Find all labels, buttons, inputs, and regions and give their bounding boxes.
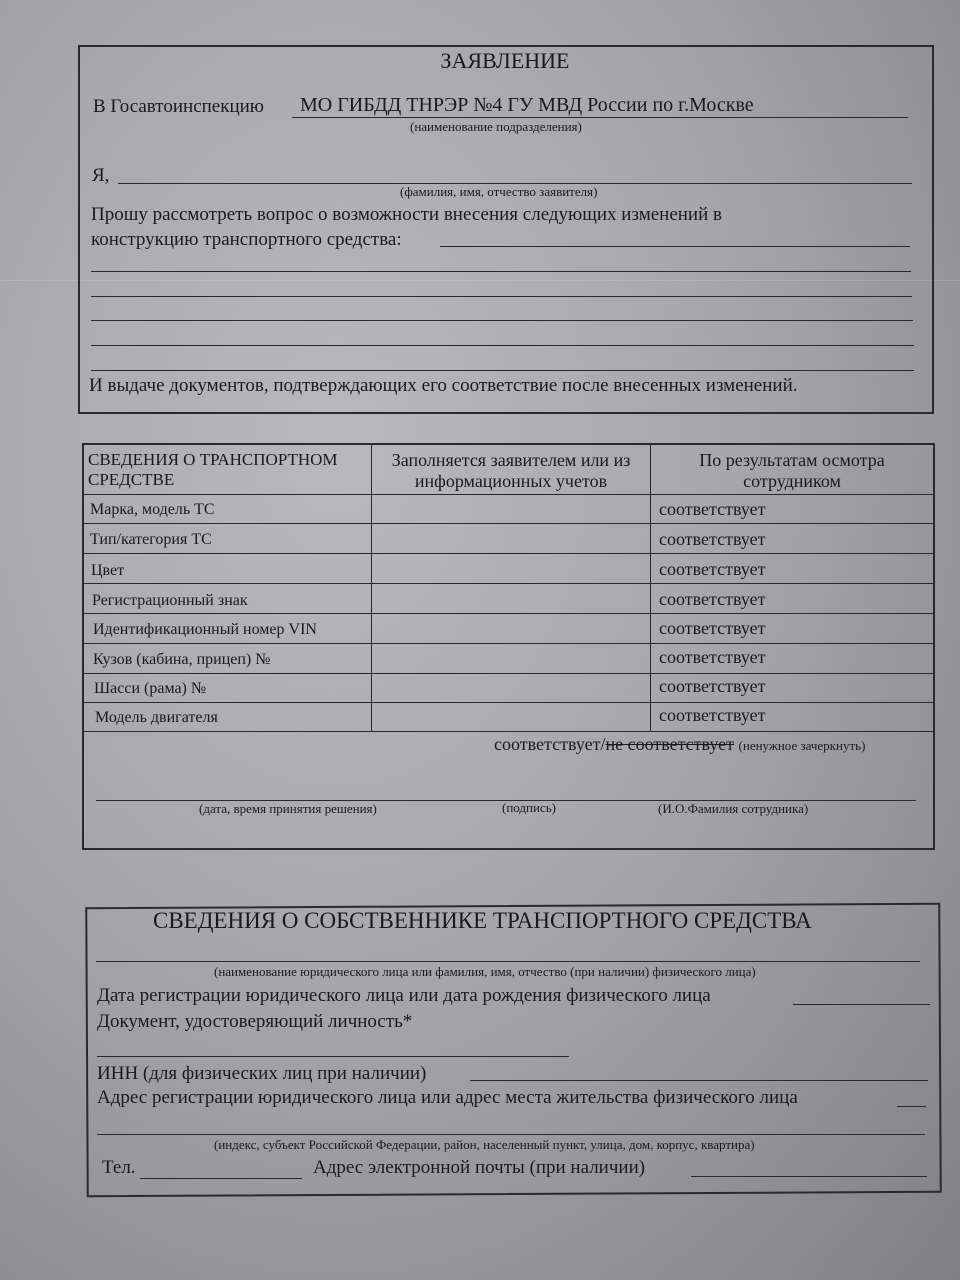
table-header-result: По результатам осмотра сотрудником — [699, 450, 885, 491]
owner-date-underline — [793, 1004, 930, 1005]
owner-inn-underline — [470, 1080, 928, 1081]
request-underline — [440, 246, 910, 247]
owner-inn-label: ИНН (для физических лиц при наличии) — [97, 1063, 427, 1084]
row-result-body: соответствует — [659, 647, 766, 667]
table-row-line — [83, 643, 934, 644]
owner-date-label: Дата регистрации юридического лица или дата рождения физического лица — [97, 985, 711, 1006]
verdict-struck: не соответствует — [605, 734, 735, 754]
table-row-line — [83, 583, 934, 584]
table-row-line — [83, 523, 934, 524]
row-label-plate: Регистрационный знак — [92, 592, 248, 609]
to-value: МО ГИБДД ТНРЭР №4 ГУ МВД России по г.Москве — [300, 94, 754, 116]
owner-address-underline-1 — [897, 1106, 926, 1107]
row-result-plate: соответствует — [659, 589, 766, 609]
table-row-line — [83, 702, 934, 703]
row-label-body: Кузов (кабина, прицеп) № — [93, 651, 271, 668]
table-row-line — [83, 613, 934, 614]
verdict-ok: соответствует/ — [494, 734, 606, 754]
owner-doc-label: Документ, удостоверяющий личность* — [97, 1011, 413, 1032]
closing-text: И выдаче документов, подтверждающих его соответствие после внесенных изменений. — [89, 375, 798, 396]
verdict-note: (ненужное зачеркнуть) — [738, 738, 866, 753]
owner-title: СВЕДЕНИЯ О СОБСТВЕННИКЕ ТРАНСПОРТНОГО СРЕДСТВА — [153, 908, 812, 933]
verdict-line — [494, 735, 865, 753]
blank-line-1 — [91, 271, 911, 272]
owner-email-underline — [691, 1176, 927, 1177]
request-line-2: конструкцию транспортного средства: — [91, 229, 402, 250]
sig-date-caption: (дата, время принятия решения) — [199, 801, 377, 816]
owner-address-label: Адрес регистрации юридического лица или адрес места жительства физического лица — [97, 1087, 798, 1108]
row-result-chassis: соответствует — [659, 676, 766, 696]
table-header-info: СВЕДЕНИЯ О ТРАНСПОРТНОМ СРЕДСТВЕ — [88, 450, 338, 489]
owner-box — [85, 903, 942, 1197]
row-result-make: соответствует — [659, 499, 766, 519]
sig-name-caption: (И.О.Фамилия сотрудника) — [658, 801, 809, 816]
row-label-type: Тип/категория ТС — [90, 531, 212, 548]
i-caption: (фамилия, имя, отчество заявителя) — [400, 184, 598, 199]
to-label: В Госавтоинспекцию — [93, 96, 264, 117]
owner-email-label: Адрес электронной почты (при наличии) — [313, 1157, 646, 1178]
to-caption: (наименование подразделения) — [410, 119, 582, 134]
row-label-chassis: Шасси (рама) № — [94, 680, 207, 697]
request-line-1: Прошу рассмотреть вопрос о возможности внесения следующих изменений в — [91, 204, 722, 225]
owner-doc-underline — [97, 1056, 569, 1057]
to-underline — [292, 117, 908, 118]
row-label-color: Цвет — [91, 562, 125, 579]
owner-name-caption: (наименование юридического лица или фамилия, имя, отчество (при наличии) физического лица) — [214, 964, 756, 979]
table-row-line — [83, 553, 934, 554]
table-row-line — [83, 731, 934, 732]
blank-line-4 — [91, 345, 914, 346]
application-title: ЗАЯВЛЕНИЕ — [440, 48, 570, 73]
row-result-engine: соответствует — [659, 705, 766, 725]
row-label-engine: Модель двигателя — [95, 709, 218, 726]
owner-address-caption: (индекс, субъект Российской Федерации, район, населенный пункт, улица, дом, корпус, квартира) — [214, 1137, 755, 1152]
table-col-divider-1 — [371, 444, 372, 732]
owner-phone-label: Тел. — [102, 1157, 136, 1178]
blank-line-3 — [91, 320, 913, 321]
table-col-divider-2 — [650, 444, 651, 732]
table-row-line — [83, 673, 934, 674]
row-label-make: Марка, модель ТС — [90, 501, 215, 518]
row-result-type: соответствует — [659, 529, 766, 549]
row-label-vin: Идентификационный номер VIN — [93, 621, 317, 638]
row-result-color: соответствует — [659, 559, 766, 579]
row-result-vin: соответствует — [659, 618, 766, 638]
table-header-applicant: Заполняется заявителем или из информационных учетов — [391, 450, 631, 491]
table-row-line — [83, 494, 934, 495]
blank-line-5 — [91, 370, 914, 371]
sig-sign-caption: (подпись) — [502, 800, 556, 815]
owner-phone-underline — [140, 1178, 302, 1179]
blank-line-2 — [91, 296, 912, 297]
owner-address-underline-2 — [97, 1134, 925, 1135]
owner-name-underline — [96, 961, 920, 962]
i-label: Я, — [92, 165, 110, 186]
